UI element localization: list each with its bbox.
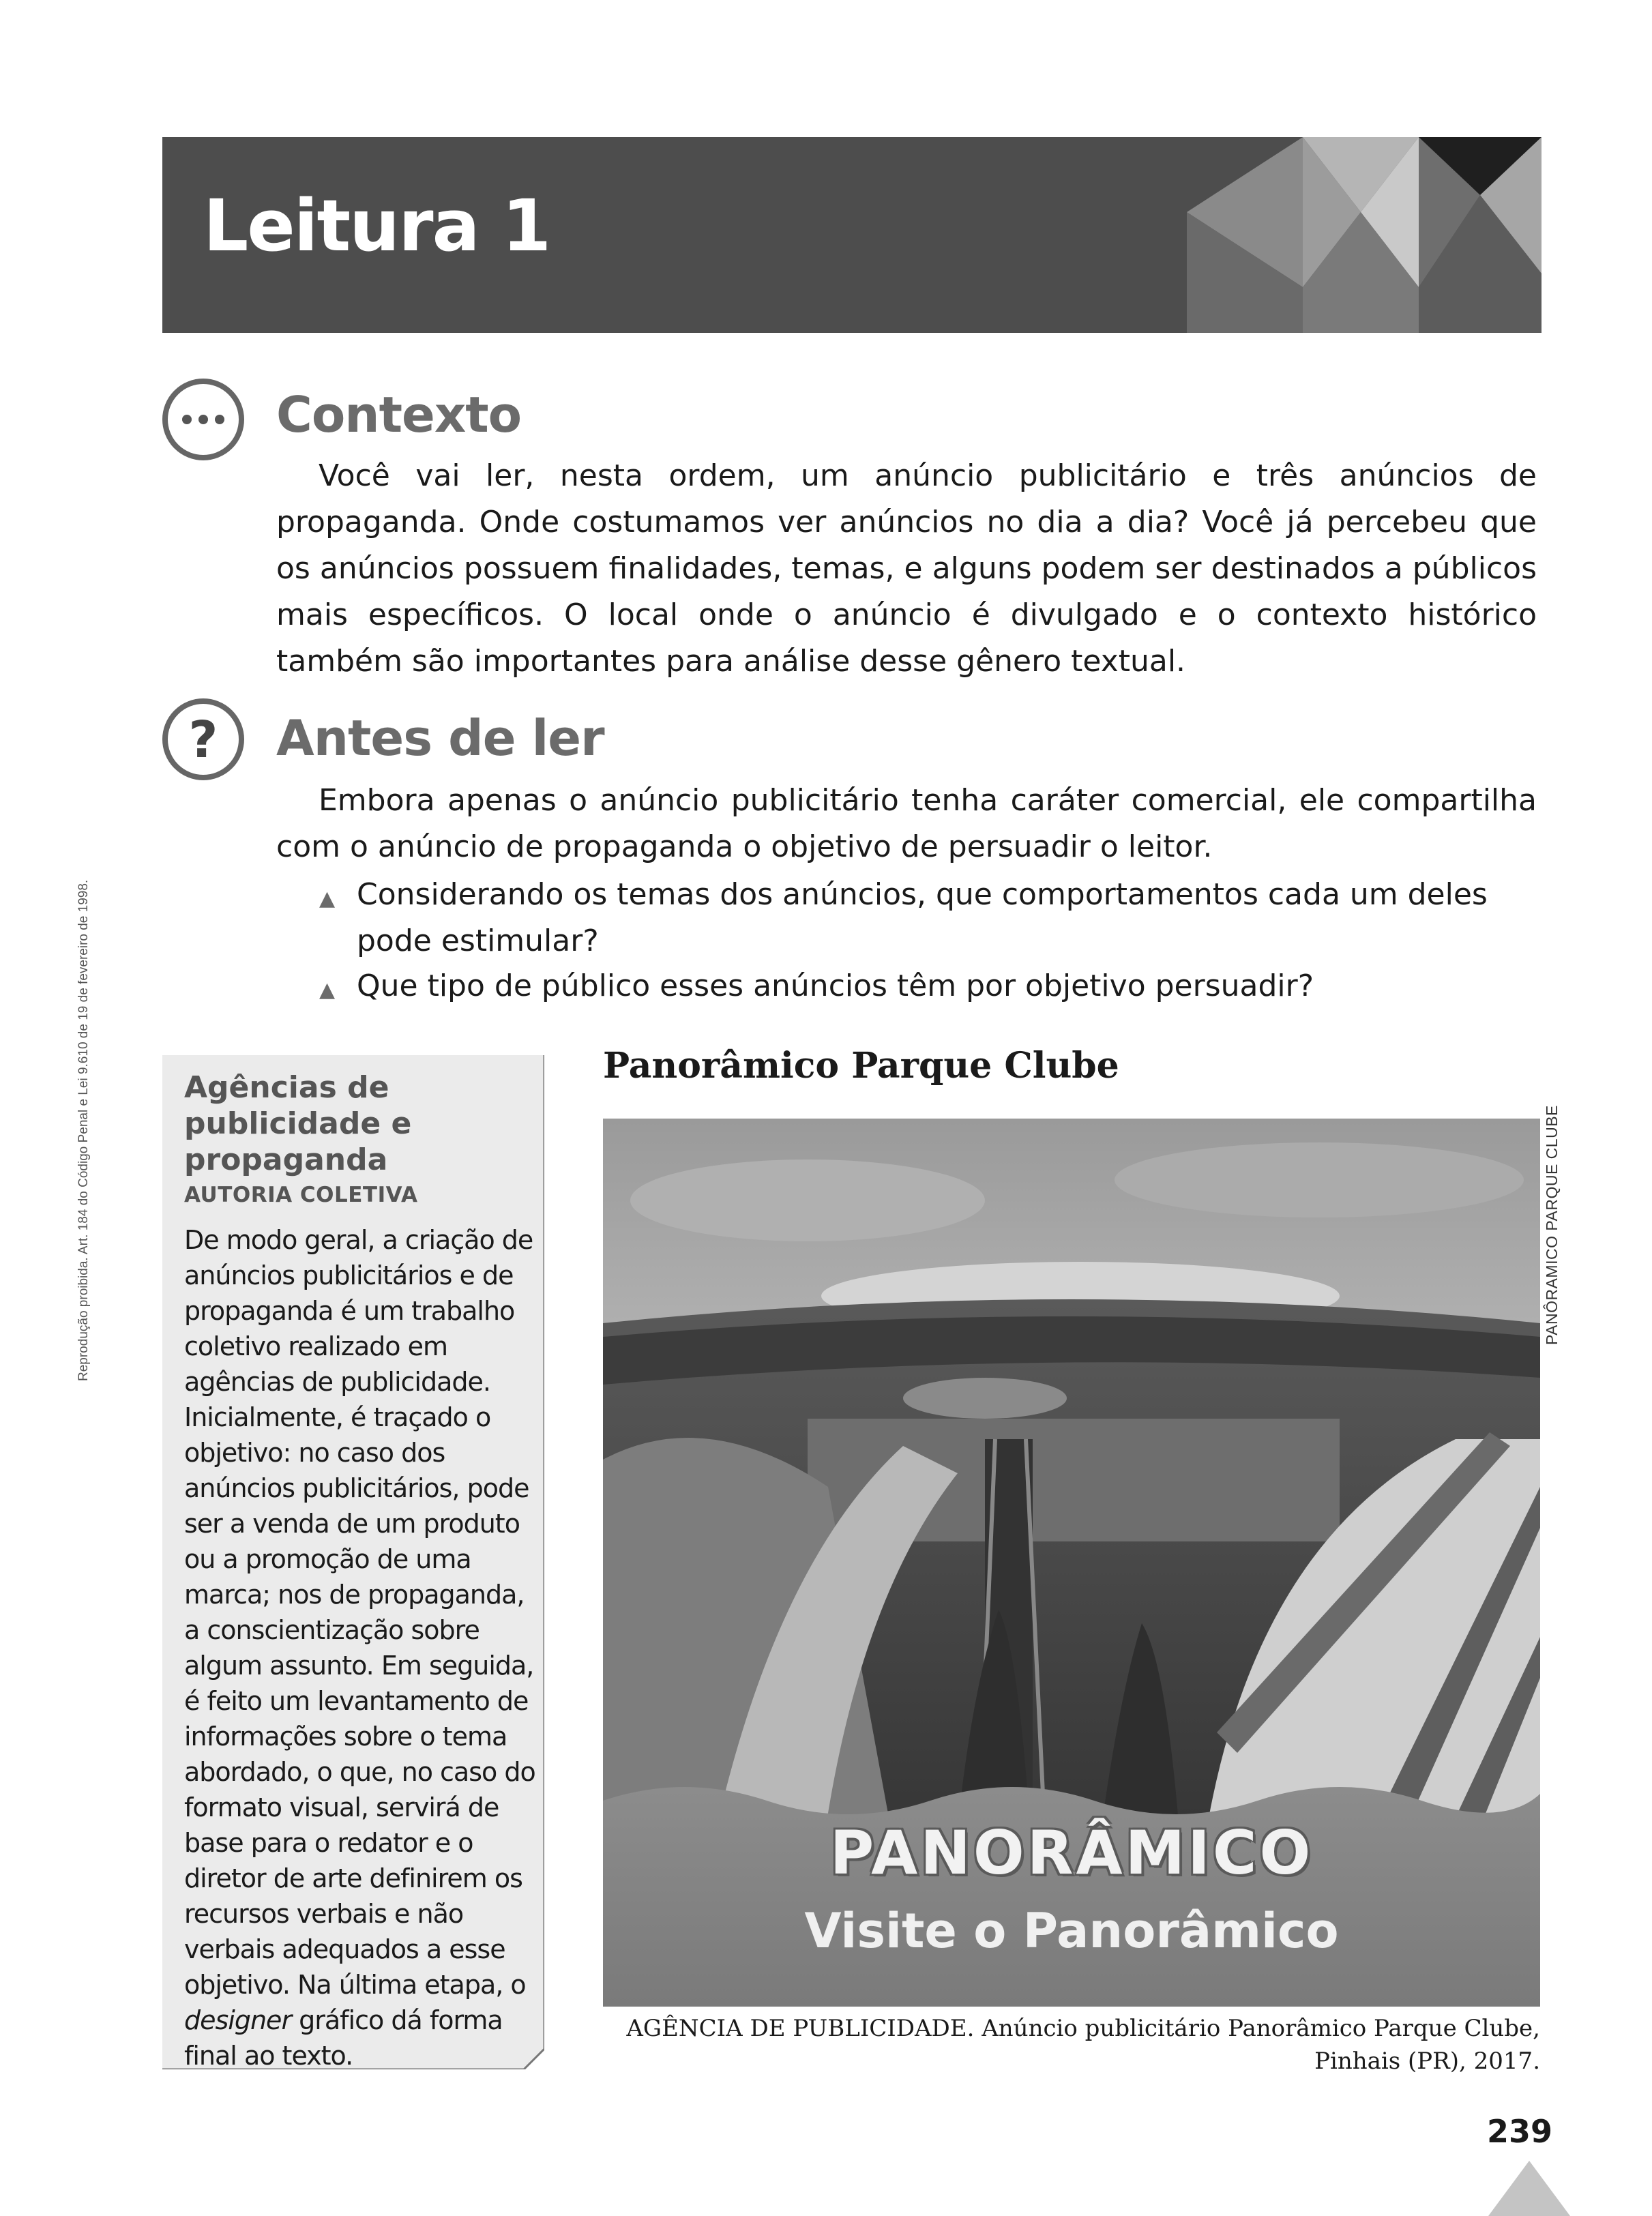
chapter-title: Leitura 1 (203, 184, 550, 267)
ellipsis-icon (161, 377, 246, 462)
ad-slogan: Visite o Panorâmico (804, 1903, 1339, 1959)
sidebar-subtitle: AUTORIA COLETIVA (184, 1183, 418, 1207)
ad-caption (603, 2012, 1540, 2078)
triangle-bullet-icon: ▲ (319, 887, 336, 911)
sidebar-body-end: gráfico dá forma final ao texto. (184, 2005, 503, 2071)
question-bullet-1: Considerando os temas dos anúncios, que comportamentos cada um deles pode estimular? (357, 877, 1488, 958)
ad-caption-line-2: Pinhais (PR), 2017. (1314, 2048, 1540, 2075)
legal-notice: Reprodução proibida. Art. 184 do Código Penal e Lei 9.610 de 19 de fevereiro de 1998. (76, 879, 91, 1381)
svg-text:?: ? (188, 711, 218, 769)
list-item (319, 872, 1547, 964)
contexto-heading: Contexto (276, 386, 522, 443)
corner-triangle-decoration (1488, 2161, 1570, 2216)
list-item (319, 963, 1547, 1009)
antes-de-ler-heading: Antes de ler (276, 709, 604, 767)
ad-logo: PANORÂMICO (829, 1818, 1314, 1888)
question-icon (161, 697, 246, 782)
ad-photo (603, 1119, 1540, 2007)
sidebar-title: Agências de publicidade e propaganda (184, 1070, 412, 1177)
ad-title: Panorâmico Parque Clube (603, 1045, 1119, 1087)
sidebar-body (184, 1222, 539, 2073)
chapter-banner (162, 137, 1542, 333)
image-credit: PANÔRAMICO PARQUE CLUBE (1543, 1105, 1561, 1345)
question-bullet-2: Que tipo de público esses anúncios têm por objetivo persuadir? (357, 969, 1314, 1003)
sidebar-body-emphasis: designer (184, 2005, 292, 2035)
antes-de-ler-paragraph: Embora apenas o anúncio publicitário tenha caráter comercial, ele compartilha com o anúncio de propaganda o objetivo de persuadir o leitor. (276, 783, 1537, 864)
contexto-paragraph: Você vai ler, nesta ordem, um anúncio publicitário e três anúncios de propaganda. Onde costumamos ver anúncios no dia a dia? Você já percebeu que os anúncios possuem finalidades, temas, e alguns podem ser destinados a públicos mais específicos. O local onde o anúncio é divulgado e o contexto histórico também são importantes para análise desse gênero textual. (276, 458, 1537, 679)
sidebar-body-text: De modo geral, a criação de anúncios publicitários e de propaganda é um trabalho coletivo realizado em agências de publicidade. Inicialmente, é traçado o objetivo: no caso dos anúncios publicitários, pode ser a venda de um produto ou a promoção de uma marca; nos de propaganda, a conscientização sobre algum assunto. Em seguida, é feito um levantamento de informações sobre o tema abordado, o que, no caso do formato visual, servirá de base para o redator e o diretor de arte definirem os recursos verbais e não verbais adequados a esse objetivo. Na última etapa, o (184, 1225, 535, 2000)
banner-triangles-decoration (1187, 137, 1542, 333)
page-number: 239 (1487, 2113, 1553, 2150)
ad-caption-line-1: AGÊNCIA DE PUBLICIDADE. Anúncio publicitário Panorâmico Parque Clube, (626, 2015, 1540, 2042)
triangle-bullet-icon: ▲ (319, 978, 336, 1002)
